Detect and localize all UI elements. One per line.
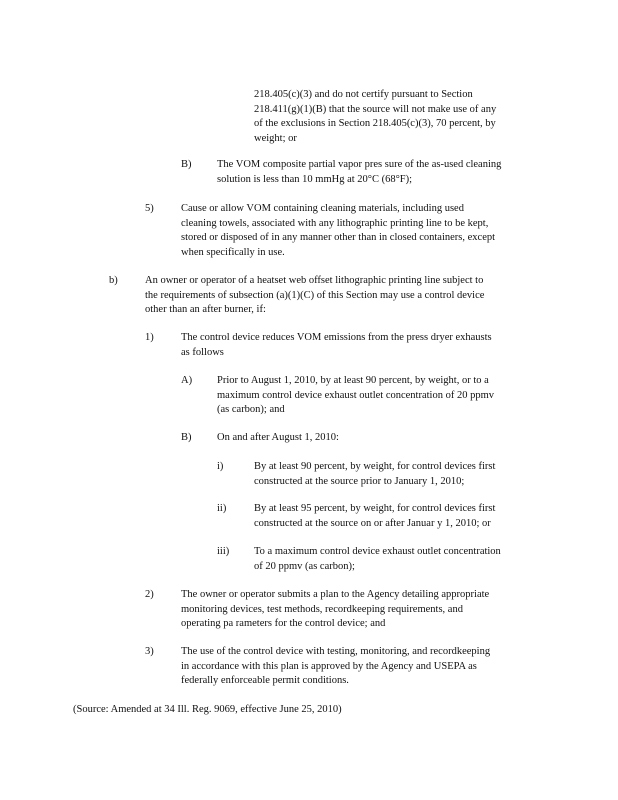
- text-line: On and after August 1, 2010:: [217, 432, 339, 443]
- item-label: ii): [217, 503, 227, 514]
- text-line: of 20 ppmv (as carbon);: [254, 560, 355, 572]
- text-line: operating pa rameters for the control device; and: [181, 618, 386, 629]
- text-line: Cause or allow VOM containing cleaning materials, including used: [181, 203, 464, 214]
- text-line: solution is less than 10 mmHg at 20°C (68°F);: [217, 173, 413, 185]
- text-line: in accordance with this plan is approved by the Agency and USEPA as: [181, 660, 477, 672]
- item-text: [217, 431, 533, 446]
- text-line: 218.405(c)(3) and do not certify pursuant to Section: [254, 89, 473, 100]
- item-text: [217, 158, 533, 187]
- text-line: when specifically in use.: [181, 246, 285, 258]
- item-text: [254, 545, 528, 574]
- item-text: [254, 502, 530, 531]
- text-line: The owner or operator submits a plan to the Agency detailing appropriate: [181, 589, 490, 600]
- item-label: 2): [145, 589, 154, 600]
- text-line: of the exclusions in Section 218.405(c)(3), 70 percent, by: [254, 118, 496, 129]
- subsection-label: b): [109, 275, 118, 286]
- source-note: (Source: Amended at 34 Ill. Reg. 9069, effective June 25, 2010): [73, 704, 342, 715]
- text-line: constructed at the source prior to January 1, 2010;: [254, 475, 465, 487]
- text-line: cleaning towels, associated with any lithographic printing line to be kept,: [181, 217, 489, 229]
- item-label: iii): [217, 546, 230, 557]
- item-label: 3): [145, 646, 154, 657]
- text-line: To a maximum control device exhaust outlet concentration: [254, 546, 501, 557]
- text-line: other than an after burner, if:: [145, 304, 266, 315]
- item-label: B): [181, 432, 192, 443]
- item-text: [217, 374, 533, 418]
- text-line: An owner or operator of a heatset web offset lithographic printing line subject to: [145, 275, 484, 286]
- item-label: 1): [145, 332, 154, 343]
- text-line: (as carbon); and: [217, 404, 285, 415]
- item-label: B): [181, 159, 192, 170]
- item-text: [181, 588, 528, 632]
- text-line: The use of the control device with testing, monitoring, and recordkeeping: [181, 646, 491, 657]
- text-line: constructed at the source on or after Januar y 1, 2010; or: [254, 517, 491, 529]
- item-text: [254, 460, 530, 489]
- item-label: A): [181, 375, 193, 386]
- text-line: maximum control device exhaust outlet concentration of 20 ppmv: [217, 389, 495, 401]
- item-label: i): [217, 461, 224, 472]
- text-line: stored or disposed of in any manner other than in closed containers, except: [181, 232, 496, 243]
- text-line: By at least 95 percent, by weight, for control devices first: [254, 503, 496, 514]
- text-line: By at least 90 percent, by weight, for control devices first: [254, 461, 496, 472]
- text-line: the requirements of subsection (a)(1)(C) of this Section may use a control device: [145, 289, 485, 301]
- text-line: The VOM composite partial vapor pres sure of the as-used cleaning: [217, 159, 502, 170]
- text-line: Prior to August 1, 2010, by at least 90 percent, by weight, or to a: [217, 375, 489, 386]
- text-line: The control device reduces VOM emissions from the press dryer exhausts: [181, 332, 492, 343]
- item-text: [181, 645, 524, 689]
- subsection-text: [145, 274, 533, 318]
- text-line: monitoring devices, test methods, recordkeeping requirements, and: [181, 603, 463, 615]
- item-text: [181, 331, 533, 360]
- text-line: weight; or: [254, 132, 297, 144]
- item-label: 5): [145, 203, 154, 214]
- text-line: federally enforceable permit conditions.: [181, 675, 349, 686]
- item-text: [181, 202, 533, 260]
- text-line: 218.411(g)(1)(B) that the source will not make use of any: [254, 103, 497, 115]
- text-line: as follows: [181, 346, 224, 358]
- continuation-text: [254, 88, 532, 146]
